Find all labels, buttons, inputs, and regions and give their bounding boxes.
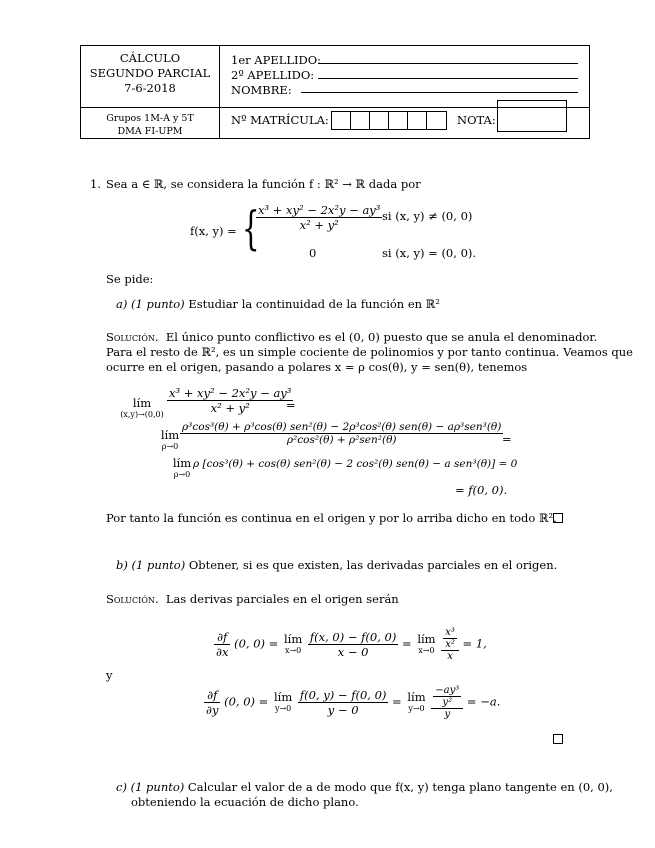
- nota-label: NOTA:: [457, 113, 496, 127]
- dfdx-quotient-num: f(x, 0) − f(0, 0): [309, 630, 397, 644]
- y-conjunction: y: [106, 668, 113, 682]
- dfdx-limit2-sub: x→0: [418, 645, 435, 655]
- dfdx-outer-den: x: [447, 651, 453, 662]
- dfdy-denominator: ∂y: [206, 703, 219, 717]
- part-a-heading: [116, 297, 440, 311]
- group-info: [81, 112, 219, 138]
- part-a-solution-line2: Para el resto de ℝ², es un simple cociente de polinomios y por tanto continua. Veamos que: [106, 345, 633, 359]
- dfdy-limit2: lím: [407, 689, 426, 704]
- solution-label-b: Solución.: [106, 592, 159, 606]
- limit3-sub: ρ→0: [173, 470, 191, 479]
- part-b-text: Obtener, si es que existen, las derivadas parciales en el origen.: [188, 558, 558, 572]
- dept-text: DMA FI-UPM: [117, 126, 183, 137]
- eq3: ρ [cos³(θ) + cos(θ) sen²(θ) − 2 cos²(θ) sen(θ) − a sen³(θ)] = 0: [193, 458, 518, 470]
- dfdy-at: (0, 0) =: [224, 694, 269, 709]
- limit1: [116, 398, 168, 420]
- dfdy-result: = −a.: [466, 694, 501, 709]
- part-a-solution-line1: [106, 330, 597, 344]
- problem-statement: Sea a ∈ ℝ, se considera la función f : ℝ² → ℝ dada por: [106, 177, 421, 191]
- dfdx-equals: =: [402, 636, 412, 651]
- f-definition-lhs: f(x, y) =: [190, 224, 237, 238]
- dfdy-quotient-den: y − 0: [327, 703, 359, 717]
- dfdx-limit2: lím: [417, 631, 436, 646]
- part-a-points: (1 punto): [131, 297, 185, 311]
- course-name: CÁLCULO: [119, 51, 181, 65]
- dfdx-limit-sub: x→0: [284, 645, 302, 655]
- eq2-equals: =: [502, 432, 512, 446]
- limit2-label: lím: [160, 428, 180, 442]
- dfdx-result: = 1,: [462, 636, 487, 651]
- apellido1-label: 1er APELLIDO:: [231, 53, 322, 67]
- part-c-label: c): [116, 780, 127, 794]
- dfdx-limit: lím: [283, 631, 303, 646]
- part-b-label: b): [116, 558, 128, 572]
- apellido2-field[interactable]: [318, 78, 578, 79]
- dfdx-inner-den: x²: [445, 639, 455, 650]
- dfdy-equation: [204, 685, 500, 720]
- case2-value: 0: [309, 246, 317, 260]
- groups-text: Grupos 1M-A y 5T: [106, 113, 194, 124]
- limit1-label: lím: [132, 396, 152, 410]
- solution-label-a: Solución.: [106, 330, 159, 344]
- dfdy-outer-den: y: [444, 709, 451, 720]
- nota-box[interactable]: [497, 100, 567, 132]
- dfdy-quotient-num: f(0, y) − f(0, 0): [299, 688, 387, 702]
- limit3-label: lím: [172, 456, 192, 470]
- part-a-label: a): [116, 297, 128, 311]
- dfdx-equation: [214, 627, 487, 662]
- eq4: = f(0, 0).: [455, 483, 508, 497]
- part-b-heading: [116, 558, 557, 572]
- case1-numerator: x³ + xy² − 2x²y − ay³: [258, 203, 381, 217]
- matricula-boxes[interactable]: [331, 111, 447, 130]
- part-c-text1: Calcular el valor de a de modo que f(x, y) tenga plano tangente en (0, 0),: [187, 780, 613, 794]
- dfdx-denominator: ∂x: [216, 645, 229, 659]
- eq2-fraction: [180, 421, 503, 446]
- dfdy-limit-sub: y→0: [274, 703, 292, 713]
- nombre-label: NOMBRE:: [231, 83, 292, 97]
- dfdy-numerator: ∂f: [204, 688, 220, 703]
- nombre-field[interactable]: [301, 92, 578, 93]
- part-a-solution-line3: ocurre en el origen, pasando a polares x = ρ cos(θ), y = sen(θ), tenemos: [106, 360, 528, 374]
- solution-b-text: Las derivas parciales en el origen serán: [165, 592, 399, 606]
- solution-a-text1: El único punto conflictivo es el (0, 0) puesto que se anula el denominador.: [165, 330, 598, 344]
- apellido2-label: 2º APELLIDO:: [231, 68, 315, 82]
- dfdx-inner-num: x³: [445, 627, 455, 638]
- eq1-equals: =: [286, 398, 296, 412]
- limit1-sub: (x,y)→(0,0): [120, 410, 164, 419]
- dfdx-quotient-den: x − 0: [337, 645, 369, 659]
- limit3: [170, 458, 194, 480]
- limit2-sub: ρ→0: [161, 442, 179, 451]
- part-b-solution: [106, 592, 399, 606]
- dfdy-limit2-sub: y→0: [408, 703, 425, 713]
- dfdy-inner-den: y²: [442, 697, 453, 708]
- eq1-numerator: x³ + xy² − 2x²y − ay³: [169, 386, 292, 400]
- part-a-text: Estudiar la continuidad de la función en ℝ²: [188, 297, 440, 311]
- course-title: [81, 51, 219, 96]
- case1-condition: si (x, y) ≠ (0, 0): [382, 209, 473, 223]
- left-brace: {: [242, 201, 260, 255]
- eq2-denominator: ρ²cos²(θ) + ρ²sen²(θ): [286, 434, 397, 446]
- eq2-numerator: ρ³cos³(θ) + ρ³cos(θ) sen²(θ) − 2ρ³cos²(θ) sen(θ) − aρ³sen³(θ): [182, 421, 502, 433]
- case2-condition: si (x, y) = (0, 0).: [382, 246, 477, 260]
- qed-square-a: [553, 513, 563, 523]
- dfdy-equals: =: [392, 694, 402, 709]
- exam-date: 7-6-2018: [124, 81, 176, 95]
- case1-denominator: x² + y²: [299, 218, 339, 232]
- part-b-points: (1 punto): [131, 558, 186, 572]
- dfdy-limit: lím: [273, 689, 293, 704]
- eq1-denominator: x² + y²: [210, 401, 250, 415]
- part-a-conclusion: Por tanto la función es continua en el origen y por lo arriba dicho en todo ℝ².: [106, 511, 557, 525]
- matricula-label: Nº MATRÍCULA:: [231, 113, 329, 127]
- exam-header: [80, 45, 590, 139]
- eq1-fraction: [167, 386, 293, 415]
- problem-number: 1.: [90, 177, 101, 191]
- part-c-text2: obteniendo la ecuación de dicho plano.: [131, 795, 359, 809]
- dfdx-at: (0, 0) =: [234, 636, 279, 651]
- limit2: [158, 430, 182, 452]
- qed-square-b: [553, 734, 563, 744]
- dfdx-numerator: ∂f: [214, 630, 230, 645]
- part-c-points: (1 punto): [130, 780, 185, 794]
- dfdy-inner-num: −ay³: [435, 685, 460, 696]
- part-c-heading: [116, 780, 613, 794]
- se-pide: Se pide:: [106, 272, 154, 286]
- exam-name: SEGUNDO PARCIAL: [89, 66, 211, 80]
- apellido1-field[interactable]: [318, 63, 578, 64]
- case1-fraction: [256, 203, 382, 232]
